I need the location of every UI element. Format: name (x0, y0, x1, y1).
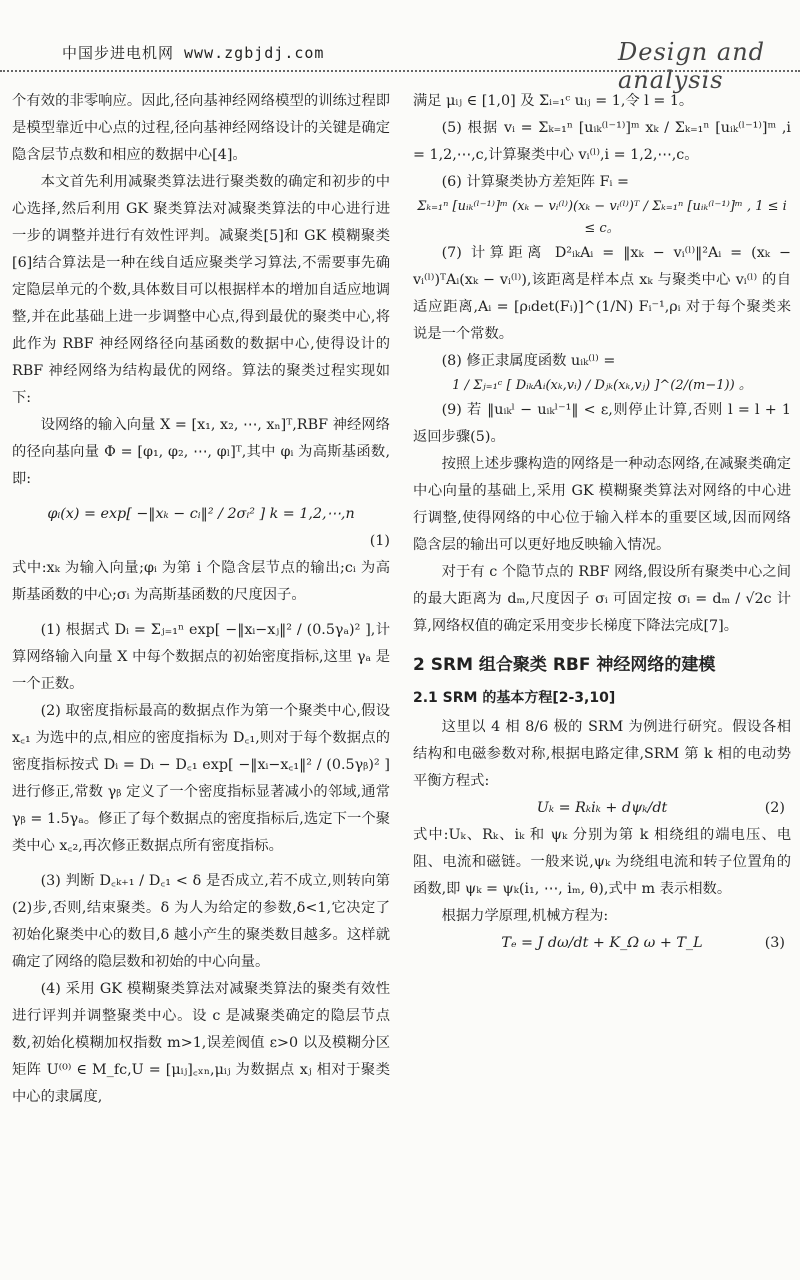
paragraph: 本文首先利用减聚类算法进行聚类数的确定和初步的中心选择,然后利用 GK 聚类算法对减聚类算法的中心进行进一步的调整并进行有效性评判。减聚类[5]和 GK 模糊聚类[6]结合算法是一种在线自适应聚类学习算法,不需要事先确定隐层单元的个数,具体数目可以根据样本的增加自适应地调整,并在此基础上进一步调整中心点,得到最优的聚类中心,将此作为 RBF 神经网络径向基函数的数据中心,使得设计的 RBF 神经网络为结构最优的网络。算法的聚类过程实现如下: (12, 174, 390, 406)
header-divider (0, 70, 800, 72)
step-1: (1) 根据式 Dᵢ = Σⱼ₌₁ⁿ exp[ −‖xᵢ−xⱼ‖² / (0.5γₐ)² ],计算网络输入向量 X 中每个数据点的初始密度指标,这里 γₐ 是一个正数。 (12, 622, 390, 692)
step-2: (2) 取密度指标最高的数据点作为第一个聚类中心,假设 x꜀₁ 为选中的点,相应的密度指标为 D꜀₁,则对于每个数据点的密度指标按式 Dᵢ = Dᵢ − D꜀₁ exp[ −‖xᵢ−x꜀₁‖² / (0.5γᵦ)² ] 进行修正,常数 γᵦ 定义了一个密度指标显著减小的邻域,通常 γᵦ = 1.5γₐ。修正了每个数据点的密度指标后,选定下一个聚类中心 x꜀₂,再次修正数据点所有密度指标。 (12, 703, 390, 854)
step-7: (7) 计算距离 D²ᵢₖAᵢ = ‖xₖ − vᵢ⁽ˡ⁾‖²Aᵢ = (xₖ − vᵢ⁽ˡ⁾)ᵀAᵢ(xₖ − vᵢ⁽ˡ⁾),该距离是样本点 xₖ 与聚类中心 vᵢ⁽ˡ⁾ 的自适应距离,Aᵢ = [ρᵢdet(Fᵢ)]^(1/N) Fᵢ⁻¹,ρᵢ 对于每个聚类来说是一个常数。 (413, 245, 791, 342)
paragraph: 对于有 c 个隐节点的 RBF 网络,假设所有聚类中心之间的最大距离为 dₘ,尺度因子 σᵢ 可固定按 σᵢ = dₘ / √2c 计算,网络权值的确定采用变步长梯度下降法完成[7]。 (413, 564, 791, 634)
step-6: (6) 计算聚类协方差矩阵 Fᵢ = (441, 174, 629, 190)
equation-3-body: Tₑ = J dω/dt + K_Ω ω + T_L (501, 935, 703, 951)
equation-2-number: (2) (764, 800, 785, 816)
paragraph: 式中:xₖ 为输入向量;φᵢ 为第 i 个隐含层节点的输出;cᵢ 为高斯基函数的中心;σᵢ 为高斯基函数的尺度因子。 (12, 560, 390, 603)
subsection-heading: 2.1 SRM 的基本方程[2-3,10] (413, 690, 616, 706)
paragraph: 按照上述步骤构造的网络是一种动态网络,在减聚类确定中心向量的基础上,采用 GK 模糊聚类算法对网络的中心进行调整,使得网络的中心位于输入样本的重要区域,因而网络隐含层的输出可以更好地反映输入情况。 (413, 456, 791, 553)
paragraph: 根据力学原理,机械方程为: (441, 908, 609, 924)
step-4: (4) 采用 GK 模糊聚类算法对减聚类算法的聚类有效性进行评判并调整聚类中心。设 c 是减聚类确定的隐层节点数,初始化模糊加权指数 m>1,误差阀值 ε>0 以及模糊分区矩阵 U⁽⁰⁾ ∈ M_fc,U = [μᵢⱼ]꜀ₓₙ,μᵢⱼ 为数据点 xⱼ 相对于聚类中心的隶属度, (12, 981, 390, 1105)
paragraph: 式中:Uₖ、Rₖ、iₖ 和 ψₖ 分别为第 k 相绕组的端电压、电阻、电流和磁链。一般来说,ψₖ 为绕组电流和转子位置角的函数,即 ψₖ = ψₖ(i₁, ⋯, iₘ, θ),式中 m 表示相数。 (413, 827, 791, 897)
paragraph: 个有效的非零响应。因此,径向基神经网络模型的训练过程即是模型靠近中心点的过程,径向基神经网络设计的关键是确定隐含层节点数和相应的数据中心[4]。 (12, 93, 390, 163)
paragraph: 满足 μᵢⱼ ∈ [1,0] 及 Σᵢ₌₁ᶜ uᵢⱼ = 1,令 l = 1。 (413, 93, 694, 109)
page-header (0, 0, 800, 94)
step-8: (8) 修正隶属度函数 uᵢₖ⁽ˡ⁾ = (441, 353, 616, 369)
equation-3-number: (3) (764, 935, 785, 951)
membership-equation: 1 / Σⱼ₌₁ᶜ [ DᵢₖAᵢ(xₖ,vᵢ) / Dⱼₖ(xₖ,vⱼ) ]^(2/(m−1)) 。 (452, 378, 752, 393)
equation-2 (413, 795, 791, 822)
step-5: (5) 根据 vᵢ = Σₖ₌₁ⁿ [uᵢₖ⁽ˡ⁻¹⁾]ᵐ xₖ / Σₖ₌₁ⁿ [uᵢₖ⁽ˡ⁻¹⁾]ᵐ ,i = 1,2,⋯,c,计算聚类中心 vᵢ⁽ˡ⁾,i = 1,2,⋯,c。 (413, 120, 791, 163)
equation-1-body: φᵢ(x) = exp[ −‖xₖ − cᵢ‖² / 2σᵢ² ] k = 1,2,⋯,n (47, 506, 355, 522)
equation-1-number: (1) (369, 533, 390, 549)
equation-2-body: Uₖ = Rₖiₖ + dψₖ/dt (536, 800, 668, 816)
equation-1 (12, 501, 390, 528)
step-9: (9) 若 ‖uᵢₖˡ − uᵢₖˡ⁻¹‖ < ε,则停止计算,否则 l = l + 1 返回步骤(5)。 (413, 402, 791, 445)
section-logo: Design and analysis (618, 38, 766, 94)
right-column (413, 88, 791, 957)
section-heading: 2 SRM 组合聚类 RBF 神经网络的建模 (413, 655, 716, 675)
site-name: 中国步进电机网 www.zgbjdj.com (62, 44, 325, 62)
paragraph: 设网络的输入向量 X = [x₁, x₂, ⋯, xₙ]ᵀ,RBF 神经网络的径向基向量 Φ = [φ₁, φ₂, ⋯, φₗ]ᵀ,其中 φᵢ 为高斯基函数,即: (12, 417, 390, 487)
paragraph: 这里以 4 相 8/6 极的 SRM 为例进行研究。假设各相结构和电磁参数对称,根据电路定律,SRM 第 k 相的电动势平衡方程式: (413, 719, 791, 789)
left-column (12, 88, 390, 1111)
covariance-equation: Σₖ₌₁ⁿ [uᵢₖ⁽ˡ⁻¹⁾]ᵐ (xₖ − vᵢ⁽ˡ⁾)(xₖ − vᵢ⁽ˡ⁾)ᵀ / Σₖ₌₁ⁿ [uᵢₖ⁽ˡ⁻¹⁾]ᵐ , 1 ≤ i ≤ c。 (417, 199, 787, 236)
equation-3 (413, 930, 791, 957)
step-3: (3) 判断 D꜀ₖ₊₁ / D꜀₁ < δ 是否成立,若不成立,则转向第(2)步,否则,结束聚类。δ 为人为给定的参数,δ<1,它决定了初始化聚类中心的数目,δ 越小产生的聚类数目越多。这样就确定了网络的隐层数和初始的中心向量。 (12, 873, 390, 970)
